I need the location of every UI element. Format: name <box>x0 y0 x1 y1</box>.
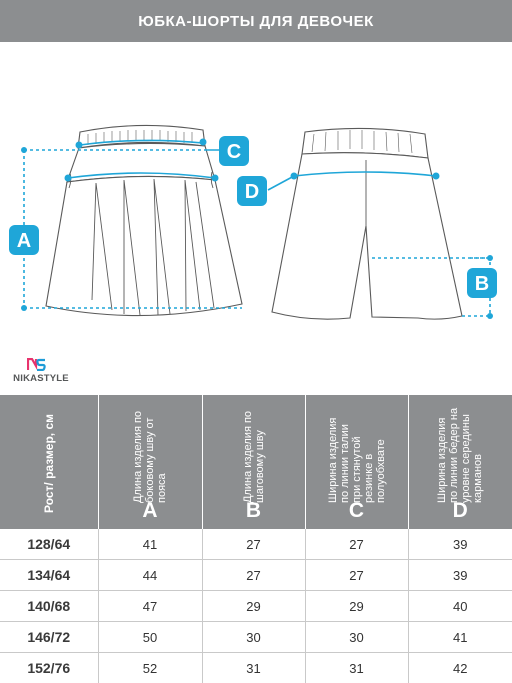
value-cell-a: 44 <box>98 560 202 591</box>
column-a-label: Длина изделия по боковому шву от пояса <box>132 410 168 503</box>
skirt-shorts-diagram <box>0 42 512 357</box>
value-cell-a: 52 <box>98 653 202 683</box>
column-header-b <box>202 395 305 529</box>
value-cell-c: 30 <box>305 622 408 653</box>
value-cell-b: 27 <box>202 560 305 591</box>
value-cell-b: 31 <box>202 653 305 683</box>
marker-d <box>237 176 267 206</box>
value-cell-d: 39 <box>408 529 512 560</box>
brand-name: NIKASTYLE <box>13 373 69 384</box>
value-cell-c: 31 <box>305 653 408 683</box>
page-title: ЮБКА-ШОРТЫ ДЛЯ ДЕВОЧЕК <box>0 0 512 42</box>
size-column-label: Рост/ размер, см <box>41 413 56 513</box>
table-header-row <box>0 395 512 529</box>
column-header-c <box>305 395 408 529</box>
column-header-a <box>98 395 202 529</box>
value-cell-c: 29 <box>305 591 408 622</box>
skirt-front-drawing <box>46 125 242 315</box>
marker-a-label: A <box>16 230 32 252</box>
column-c-letter: C <box>348 499 365 522</box>
nikastyle-logo-icon <box>27 358 47 371</box>
value-cell-a: 41 <box>98 529 202 560</box>
value-cell-d: 39 <box>408 560 512 591</box>
marker-b <box>467 268 497 298</box>
table-row <box>0 653 512 683</box>
value-cell-c: 27 <box>305 529 408 560</box>
column-d-letter: D <box>452 499 468 522</box>
value-cell-a: 47 <box>98 591 202 622</box>
value-cell-b: 30 <box>202 622 305 653</box>
size-table <box>0 395 512 683</box>
marker-d-label: D <box>244 181 260 203</box>
marker-a <box>9 225 39 255</box>
marker-c <box>219 136 249 166</box>
value-cell-d: 41 <box>408 622 512 653</box>
size-cell: 146/72 <box>0 622 98 653</box>
value-cell-c: 27 <box>305 560 408 591</box>
size-column-header <box>0 395 98 529</box>
table-row <box>0 591 512 622</box>
value-cell-b: 29 <box>202 591 305 622</box>
shorts-back-drawing <box>272 128 462 319</box>
table-row <box>0 622 512 653</box>
size-cell: 140/68 <box>0 591 98 622</box>
size-cell: 128/64 <box>0 529 98 560</box>
value-cell-a: 50 <box>98 622 202 653</box>
marker-b-label: B <box>474 273 490 295</box>
value-cell-d: 42 <box>408 653 512 683</box>
marker-c-label: C <box>226 141 242 163</box>
column-b-letter: B <box>245 499 262 522</box>
value-cell-b: 27 <box>202 529 305 560</box>
table-row <box>0 529 512 560</box>
table-row <box>0 560 512 591</box>
column-c-label: Ширина изделия по линии талии при стянутой резинке в полуобхвате <box>326 417 387 503</box>
column-b-label: Длина изделия по шаговому шву <box>241 410 266 503</box>
size-cell: 134/64 <box>0 560 98 591</box>
brand-logo <box>6 358 76 388</box>
column-header-d <box>408 395 512 529</box>
column-a-letter: A <box>142 499 158 522</box>
value-cell-d: 40 <box>408 591 512 622</box>
column-d-label: Ширина изделия по линии бедер на уровне середины карманов <box>436 407 485 503</box>
size-cell: 152/76 <box>27 660 71 676</box>
